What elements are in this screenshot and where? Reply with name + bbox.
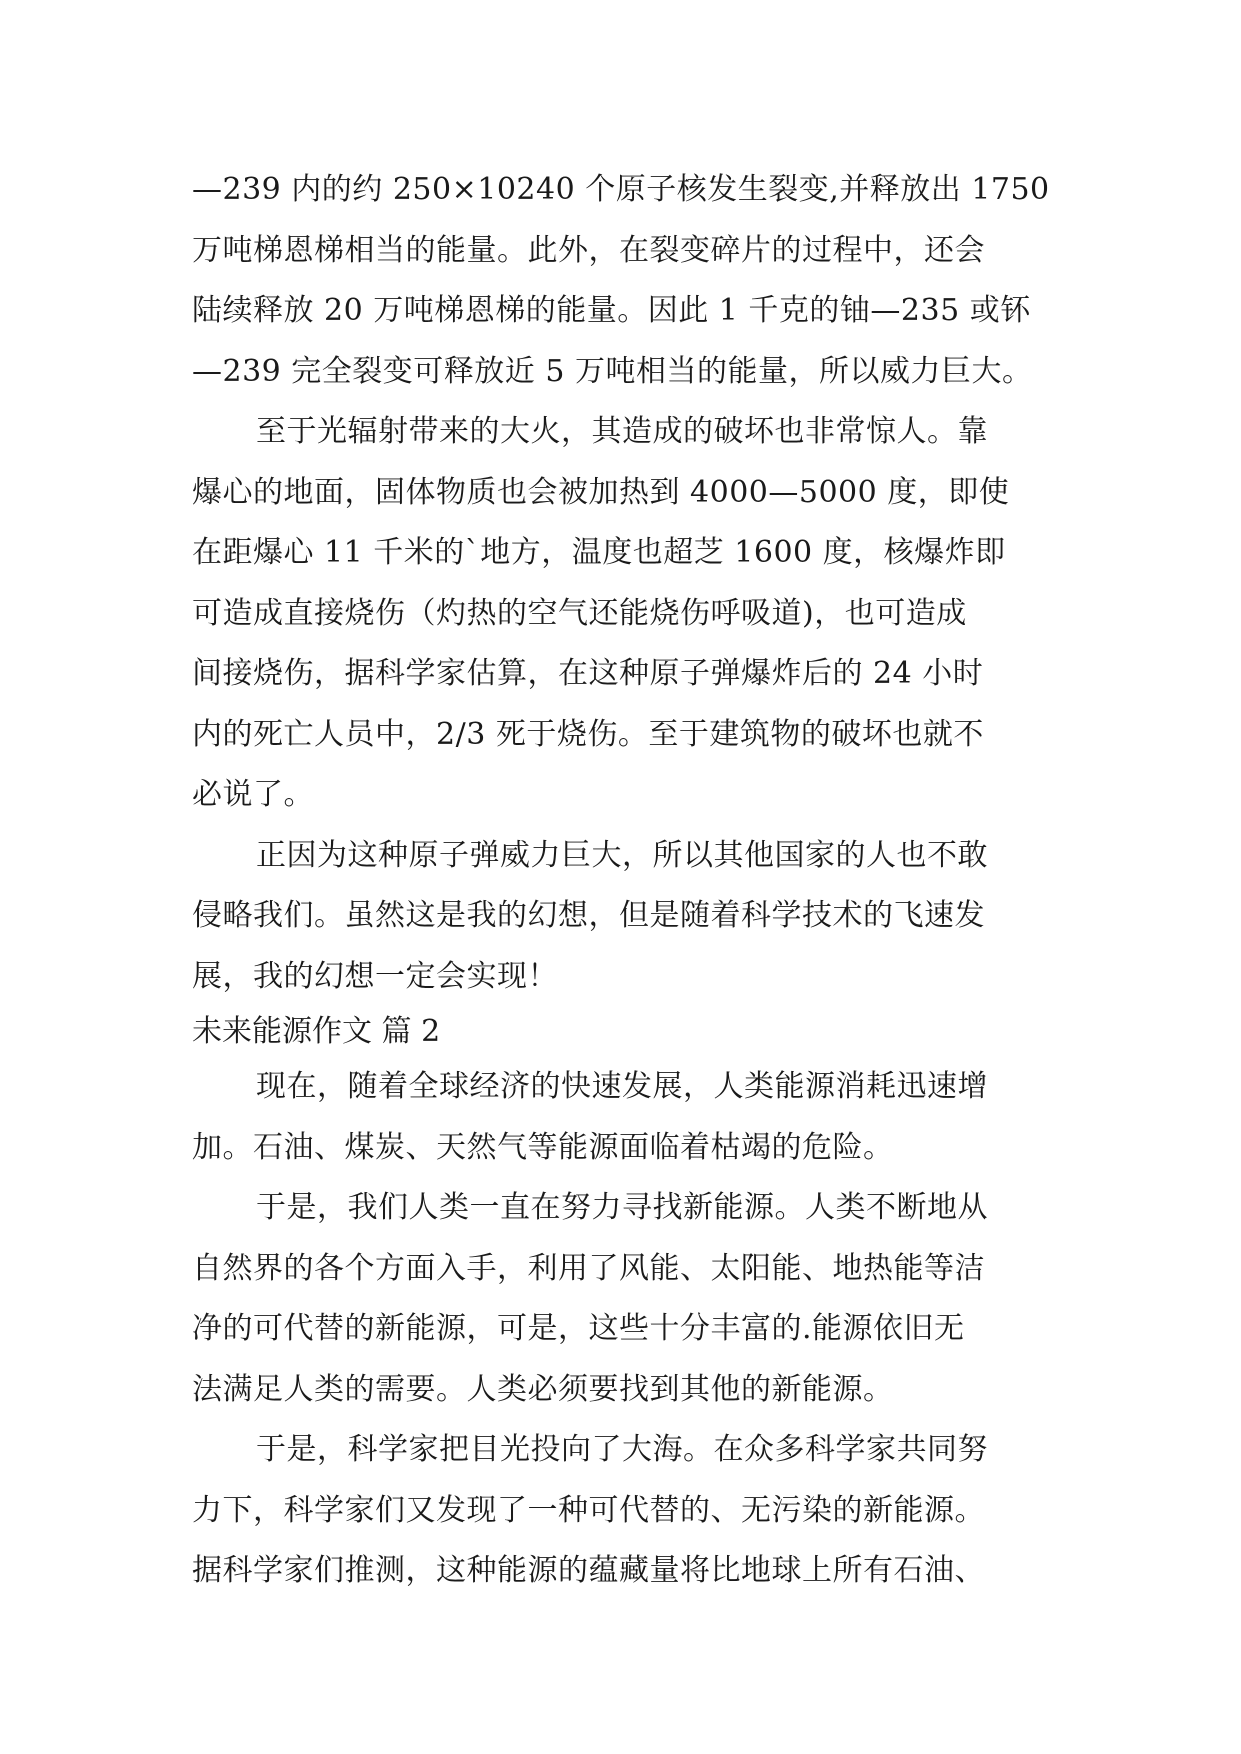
text-line: 加。石油、煤炭、天然气等能源面临着枯竭的危险。 — [192, 1129, 894, 1165]
text-line: 爆心的地面，固体物质也会被加热到 4000—5000 度，即使 — [192, 474, 1010, 510]
text-line: 内的死亡人员中，2/3 死于烧伤。至于建筑物的破坏也就不 — [192, 716, 984, 752]
text-line: 间接烧伤，据科学家估算，在这种原子弹爆炸后的 24 小时 — [192, 656, 984, 691]
text-line: 力下，科学家们又发现了一种可代替的、无污染的新能源。 — [192, 1492, 985, 1528]
section-2 — [192, 1057, 1052, 1602]
text-line: 于是，我们人类一直在努力寻找新能源。人类不断地从 — [256, 1190, 988, 1225]
text-line: 于是，科学家把目光投向了大海。在众多科学家共同努 — [256, 1432, 988, 1467]
text-line: 据科学家们推测，这种能源的蕴藏量将比地球上所有石油、 — [192, 1553, 985, 1588]
text-line: —239 完全裂变可释放近 5 万吨相当的能量，所以威力巨大。 — [192, 353, 1033, 389]
paragraph — [192, 160, 1052, 402]
paragraph — [192, 826, 1052, 1008]
text-line: 法满足人类的需要。人类必须要找到其他的新能源。 — [192, 1371, 894, 1407]
text-line: 在距爆心 11 千米的`地方，温度也超芝 1600 度，核爆炸即 — [192, 535, 1006, 570]
document-page — [192, 160, 1052, 1602]
paragraph — [192, 1178, 1052, 1420]
paragraph — [192, 1057, 1052, 1178]
text-line: —239 内的约 250×10240 个原子核发生裂变,并释放出 1750 — [192, 172, 1050, 207]
text-line: 至于光辐射带来的大火，其造成的破坏也非常惊人。靠 — [256, 414, 988, 449]
text-line: 正因为这种原子弹威力巨大，所以其他国家的人也不敢 — [256, 837, 988, 873]
paragraph — [192, 402, 1052, 826]
section-1 — [192, 160, 1052, 1007]
text-line: 万吨梯恩梯相当的能量。此外，在裂变碎片的过程中，还会 — [192, 232, 985, 268]
text-line: 必说了。 — [192, 777, 314, 812]
text-line: 侵略我们。虽然这是我的幻想，但是随着科学技术的飞速发 — [192, 898, 985, 933]
paragraph — [192, 1420, 1052, 1602]
section-heading: 未来能源作文 篇 2 — [192, 1014, 441, 1049]
text-line: 自然界的各个方面入手，利用了风能、太阳能、地热能等洁 — [192, 1250, 985, 1286]
text-line: 净的可代替的新能源，可是，这些十分丰富的.能源依旧无 — [192, 1311, 965, 1346]
text-line: 展，我的幻想一定会实现！ — [192, 958, 558, 994]
text-line: 可造成直接烧伤（灼热的空气还能烧伤呼吸道)，也可造成 — [192, 595, 967, 631]
text-line: 陆续释放 20 万吨梯恩梯的能量。因此 1 千克的铀—235 或钚 — [192, 293, 1031, 328]
text-line: 现在，随着全球经济的快速发展，人类能源消耗迅速增 — [256, 1069, 988, 1104]
